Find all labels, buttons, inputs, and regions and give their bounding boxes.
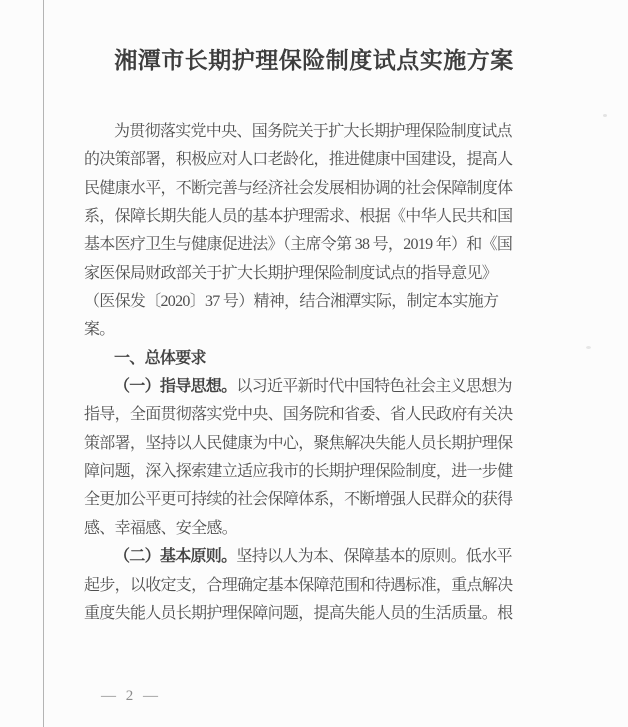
subsection-heading: （二）基本原则。 xyxy=(114,548,237,566)
paragraph-line: 基本医疗卫生与健康促进法》（主席令第 38 号，2019 年）和《国 xyxy=(84,236,513,254)
document-title: 湘潭市长期护理保险制度试点实施方案 xyxy=(114,48,514,73)
paragraph-line: 案。 xyxy=(84,321,115,339)
paragraph-line: 民健康水平，不断完善与经济社会发展相协调的社会保障制度体 xyxy=(84,179,513,197)
paragraph-line: 策部署，坚持以人民健康为中心，聚焦解决失能人员长期护理保 xyxy=(84,434,513,452)
paragraph-line: 重度失能人员长期护理保障问题，提高失能人员的生活质量。根 xyxy=(84,604,513,622)
document-body xyxy=(84,118,516,628)
scan-artifact xyxy=(603,114,607,117)
document-content xyxy=(84,44,516,628)
paragraph-line: （医保发〔2020〕37 号）精神，结合湘潭实际，制定本实施方 xyxy=(84,293,499,311)
paragraph-line: 的决策部署，积极应对人口老龄化，推进健康中国建设，提高人 xyxy=(84,151,513,169)
section-heading: 一、总体要求 xyxy=(114,349,206,367)
paragraph-line: 指导，全面贯彻落实党中央、国务院和省委、省人民政府有关决 xyxy=(84,406,513,424)
scan-artifact xyxy=(586,346,591,349)
paragraph-line: 系，保障长期失能人员的基本护理需求、根据《中华人民共和国 xyxy=(84,208,513,226)
paragraph-line: 起步，以收定支，合理确定基本保障范围和待遇标准，重点解决 xyxy=(84,576,513,594)
page-edge-line xyxy=(43,0,44,727)
paragraph-line: 家医保局财政部关于扩大长期护理保险制度试点的指导意见》 xyxy=(84,264,498,282)
paragraph-line: 为贯彻落实党中央、国务院关于扩大长期护理保险制度试点 xyxy=(114,123,512,140)
subsection-heading: （一）指导思想。 xyxy=(114,378,237,396)
paragraph-line: 全更加公平更可持续的社会保障体系，不断增强人民群众的获得 xyxy=(84,491,513,509)
paragraph-line: 障问题，深入探索建立适应我市的长期护理保险制度，进一步健 xyxy=(84,463,513,481)
page-number: — 2 — xyxy=(101,688,161,704)
paragraph-line: （一）指导思想。以习近平新时代中国特色社会主义思想为 xyxy=(114,378,512,396)
paragraph-line: （二）基本原则。坚持以人为本、保障基本的原则。低水平 xyxy=(114,548,512,566)
paragraph-line: 感、幸福感、安全感。 xyxy=(84,519,238,537)
